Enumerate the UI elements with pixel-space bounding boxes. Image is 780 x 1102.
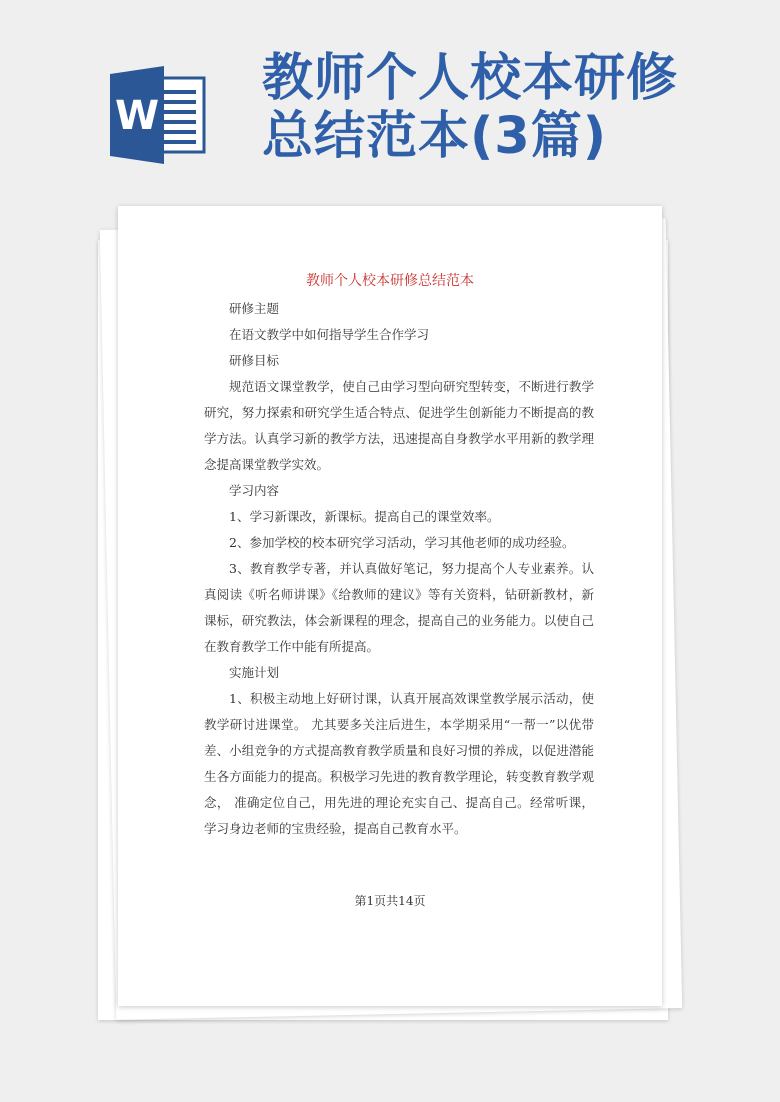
title-line-1: 教师个人校本研修	[262, 49, 679, 108]
paragraph: 2、参加学校的校本研究学习活动，学习其他老师的成功经验。	[229, 535, 575, 550]
section-heading: 学习内容	[229, 483, 280, 498]
section-heading: 研修目标	[229, 353, 280, 368]
word-document-icon	[108, 66, 208, 164]
section-heading: 研修主题	[229, 301, 280, 316]
page-footer: 第1页共14页	[354, 894, 426, 908]
title-line-2: 总结范本(3篇)	[262, 107, 608, 166]
paragraph: 规范语文课堂教学，使自己由学习型向研究型转变，不断进行教学研究，努力探索和研究学生适合特点、促进学生创新能力不断提高的教学方法。认真学习新的教学方法，迅速提高自身教学水平用新的教学理念提高课堂教学实效。	[204, 379, 594, 472]
document-page	[118, 206, 662, 1006]
section-heading: 在语文教学中如何指导学生合作学习	[229, 327, 430, 342]
logo-letter: W	[114, 93, 160, 139]
section-heading: 实施计划	[229, 665, 280, 680]
page-title	[262, 50, 762, 166]
paragraph: 1、积极主动地上好研讨课，认真开展高效课堂教学展示活动，使教学研讨进课堂。 尤其要多关注后进生，本学期采用“一帮一”以优带差、小组竞争的方式提高教育教学质量和良好习惯的养成，以促进潜能生各方面能力的提高。积极学习先进的教育教学理论，转变教育教学观念， 准确定位自己，用先进的理论充实自己、提高自己。经常听课，学习身边老师的宝贵经验，提高自己教育水平。	[204, 691, 594, 836]
document-body	[204, 296, 594, 842]
paragraph: 3、教育教学专著，并认真做好笔记，努力提高个人专业素养。认真阅读《听名师讲课》《给教师的建议》等有关资料，钻研新教材，新课标，研究教法，体会新课程的理念，提高自己的业务能力。以使自己在教育教学工作中能有所提高。	[204, 561, 594, 654]
paragraph: 1、学习新课改，新课标。提高自己的课堂效率。	[229, 509, 500, 524]
header	[0, 0, 780, 200]
document-title: 教师个人校本研修总结范本	[306, 273, 474, 289]
